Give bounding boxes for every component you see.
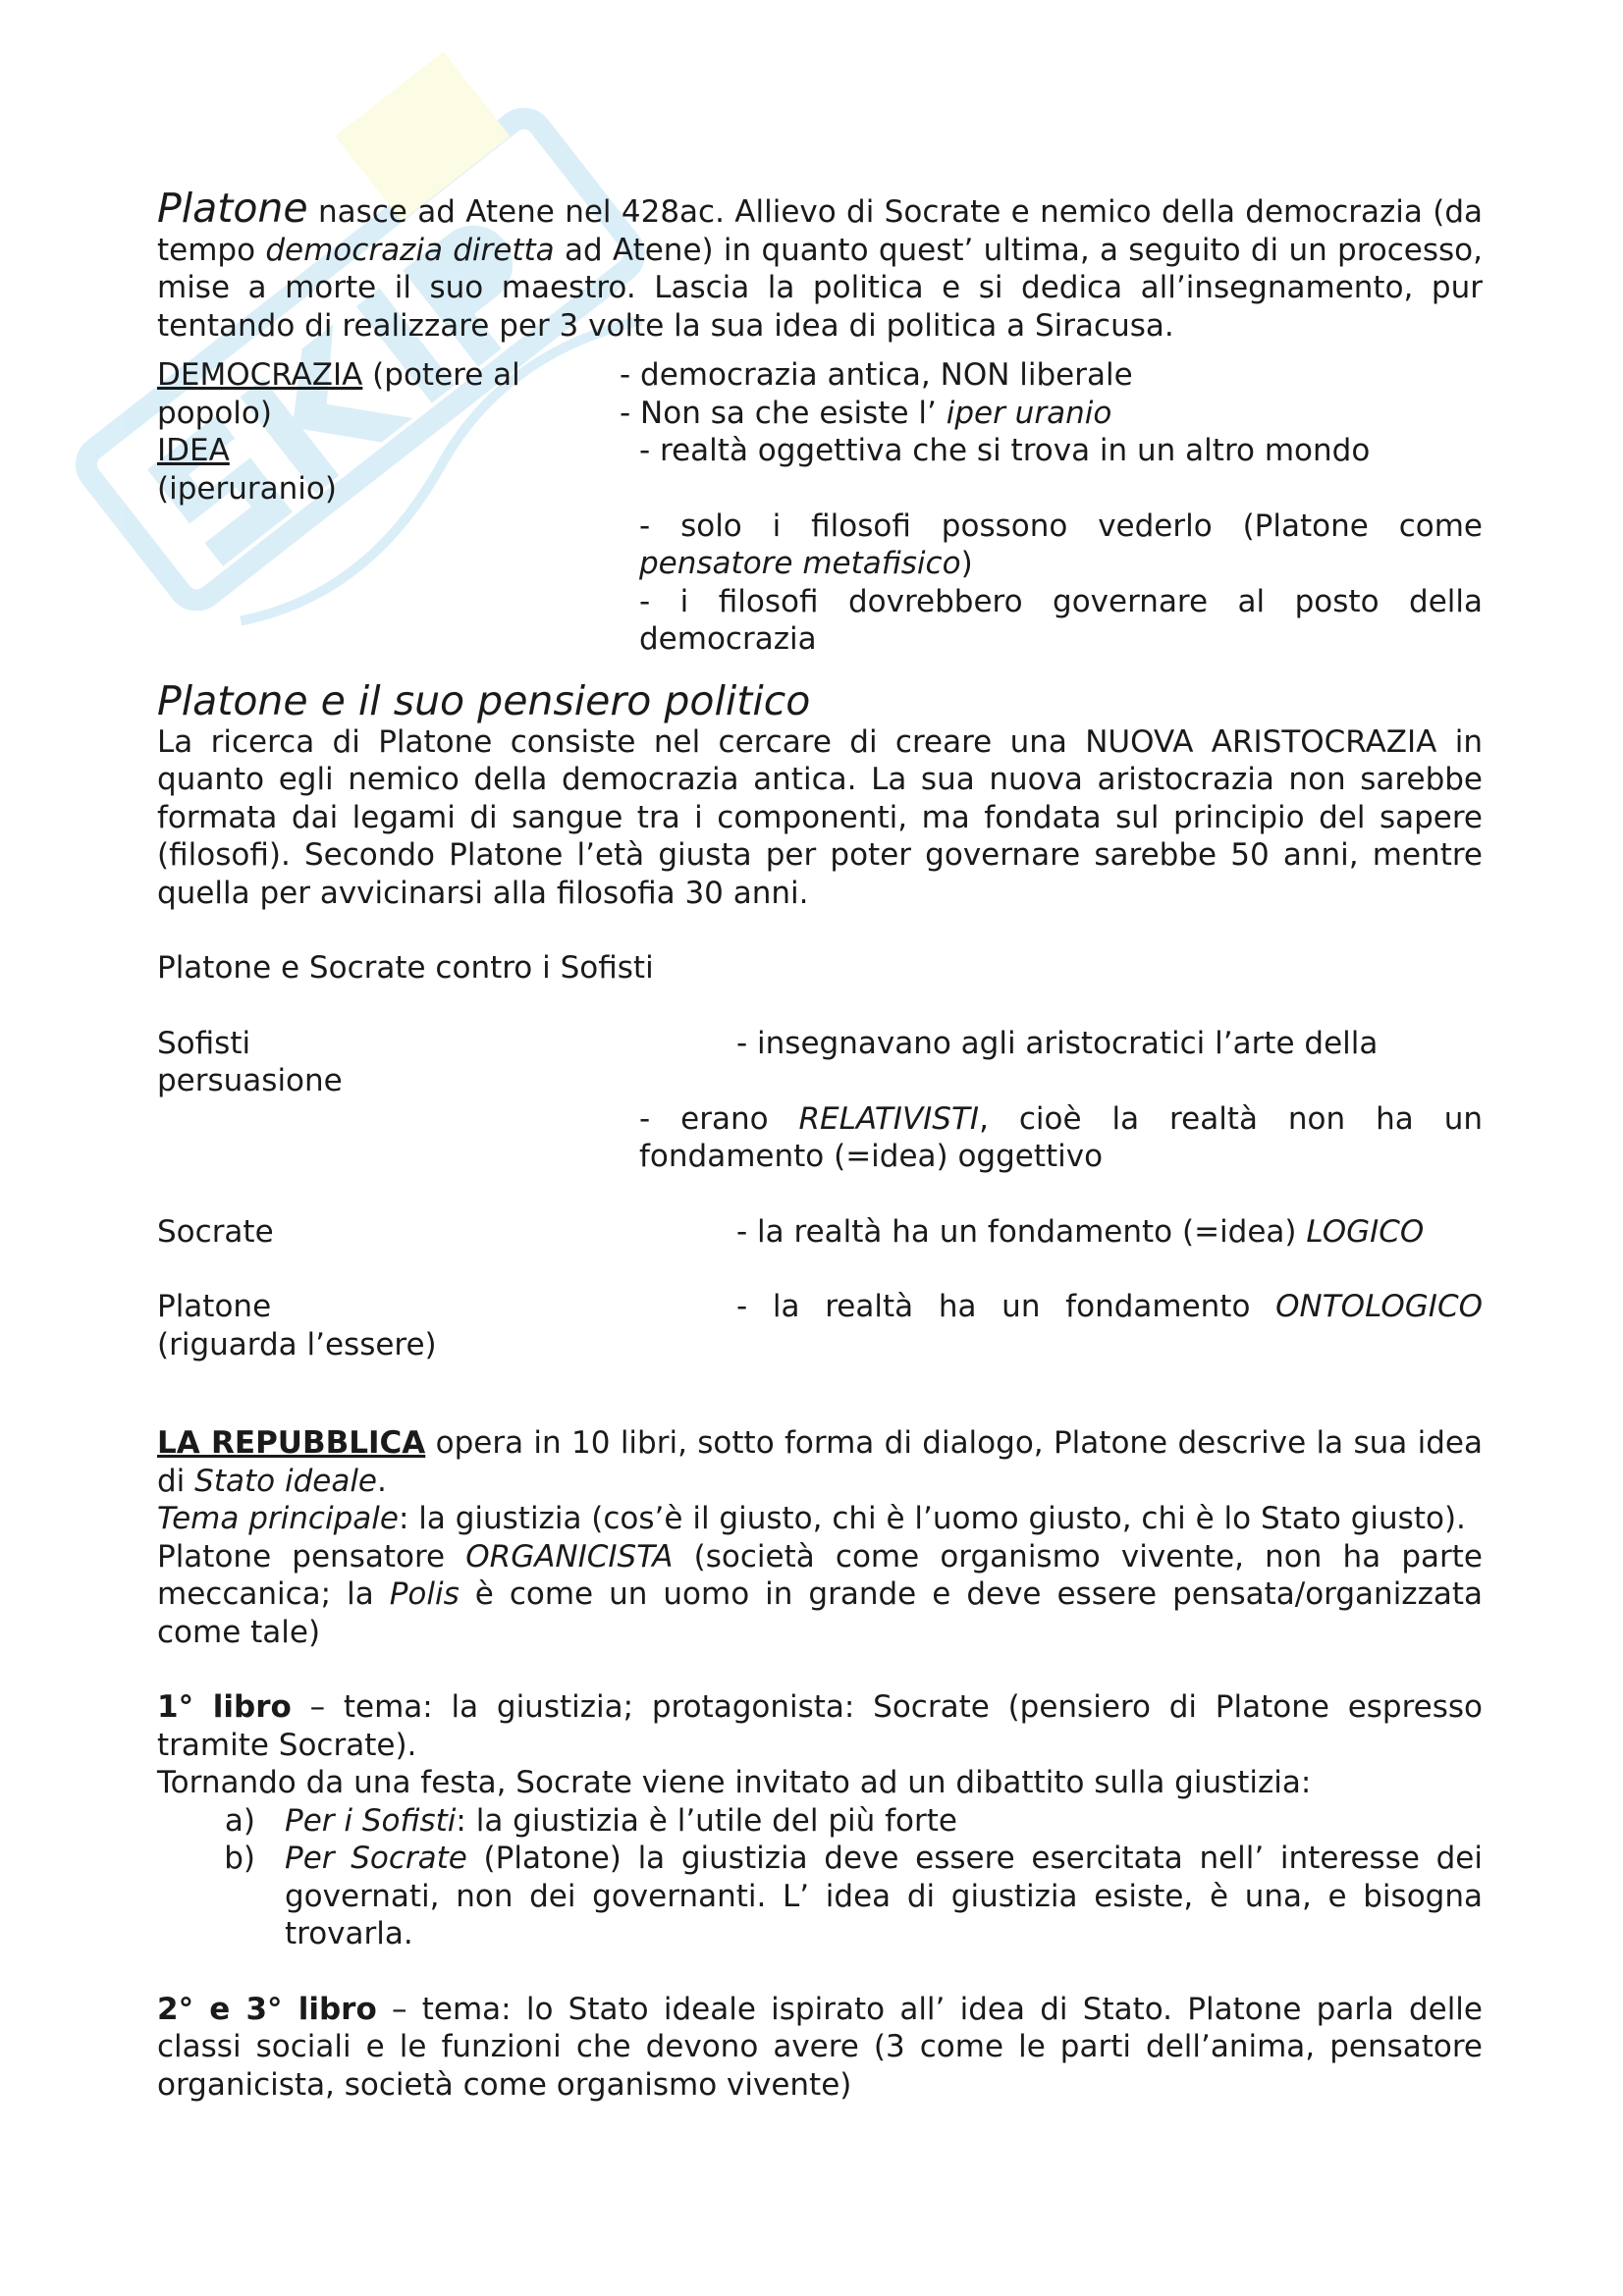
politica-paragraph: La ricerca di Platone consiste nel cercare di creare una NUOVA ARISTOCRAZIA in quanto egli nemico della democrazia antica. La sua nuova aristocrazia non sarebbe formata dai legami di sangue tra i componenti, ma fondata sul principio del sapere (filosofi). Secondo Platone l’età giusta per poter governare sarebbe 50 anni, mentre quella per avvicinarsi alla filosofia 30 anni. [157, 723, 1483, 911]
libro1-paragraph: 1° libro – tema: la giustizia; protagonista: Socrate (pensiero di Platone espresso tramite Socrate). [157, 1689, 1483, 1763]
repubblica-title: LA REPUBBLICA [157, 1425, 426, 1461]
libro23-paragraph: 2° e 3° libro – tema: lo Stato ideale ispirato all’ idea di Stato. Platone parla delle classi sociali e le funzioni che devono avere (3 come le parti dell’anima, pensatore organicista, società come organismo vivente) [157, 1991, 1483, 2103]
list-item: - Non sa che esiste l’ iper uranio [620, 395, 1112, 431]
list-item: - democrazia antica, NON liberale [620, 357, 1133, 393]
sofisti-row: Sofisti - insegnavano agli aristocratici l’arte della [157, 1025, 1379, 1061]
democrazia-label: DEMOCRAZIA [157, 357, 363, 393]
list-item: a) Per i Sofisti: la giustizia è l’utile del più forte [224, 1802, 957, 1839]
section-heading: Platone e il suo pensiero politico [157, 676, 811, 724]
repubblica-paragraph: LA REPUBBLICA opera in 10 libri, sotto forma di dialogo, Platone descrive la sua idea di Stato ideale. [157, 1425, 1483, 1499]
intro-title: Platone [157, 185, 308, 232]
intro-paragraph: Platone nasce ad Atene nel 428ac. Allievo di Socrate e nemico della democrazia (da tempo democrazia diretta ad Atene) in quanto quest’ ultima, a seguito di un processo, mise a morte il suo maestro. Lascia la politica e si dedica all’insegnamento, pur tentando di realizzare per 3 volte la sua idea di politica a Siracusa. [157, 185, 1483, 344]
sofisti-table: Sofisti - insegnavano agli aristocratici l’arte della persuasione - erano RELATIVISTI, cioè la realtà non ha un fondamento (=idea) oggettivo Socrate - la realtà ha un fondamento (=idea) LOGICO Platone (riguarda l’essere) - la realtà ha un fondamento ONTOLOGICO [157, 1025, 1483, 1362]
platone-row: Platone (riguarda l’essere) - la realtà ha un fondamento ONTOLOGICO [157, 1289, 1483, 1362]
list-item: - realtà oggettiva che si trova in un altro mondo [639, 433, 1371, 468]
idea-label: IDEA [157, 433, 230, 468]
list-item: - i filosofi dovrebbero governare al posto della democrazia [639, 583, 1483, 657]
democrazia-idea-table [157, 356, 1483, 659]
list-item: - erano RELATIVISTI, cioè la realtà non ha un fondamento (=idea) oggettivo [639, 1100, 1483, 1174]
sofisti-subheading: Platone e Socrate contro i Sofisti [157, 950, 654, 986]
list-item: b) Per Socrate (Platone) la giustizia deve essere esercitata nell’ interesse dei governati, non dei governanti. L’ idea di giustizia esiste, è una, e bisogna trovarla. [224, 1841, 1483, 1951]
list-item: - solo i filosofi possono vederlo (Platone come pensatore metafisico) [639, 507, 1483, 581]
libro23-label: 2° e 3° libro [157, 1991, 377, 2027]
democrazia-row: DEMOCRAZIA (potere al popolo) - democrazia antica, NON liberale - Non sa che esiste l’ iper uranio [157, 356, 1483, 432]
document-page: Platone nasce ad Atene nel 428ac. Allievo di Socrate e nemico della democrazia (da tempo democrazia diretta ad Atene) in quanto quest’ ultima, a seguito di un processo, mise a morte il suo maestro. Lascia la politica e si dedica all’insegnamento, pur tentando di realizzare per 3 volte la sua idea di politica a Siracusa. DEMOCRAZIA (potere al popolo) - democrazia antica, NON liberale - Non sa che esiste l’ iper uranio IDEA (iperuranio) - realtà oggettiva che si trova in un altro mondo - solo i filosofi possono vederlo (Platone come pensatore metafisico) - i filosofi dovrebbero governare al posto della democrazia Platone e il suo pensiero politico La ricerca di Platone consiste nel cercare di creare una NUOVA ARISTOCRAZIA in quanto egli nemico della democrazia antica. La sua nuova aristocrazia non sarebbe formata dai legami di sangue tra i componenti, ma fondata sul principio del sapere (filosofi). Secondo Platone l’età giusta per poter governare sarebbe 50 anni, mentre quella per avvicinarsi alla filosofia 30 anni. Platone e Socrate contro i Sofisti Sofisti - insegnavano agli aristocratici l’arte della persuasione - erano RELATIVISTI, cioè la realtà non ha un fondamento (=idea) oggettivo Socrate - la realtà ha un fondamento (=idea) LOGICO Platone (riguarda l’essere) - la realtà ha un fondamento ONTOLOGICO LA REPUBBLICA opera in 10 libri, sotto forma di dialogo, Platone descrive la sua idea di Stato ideale. Tema principale: la giustizia (cos’è il giusto, chi è l’uomo giusto, chi è lo Stato giusto). Platone pensatore ORGANICISTA (società come organismo vivente, non ha parte meccanica; la Polis è come un uomo in grande e deve essere pensata/organizzata come tale) 1° libro – tema: la giustizia; protagonista: Socrate (pensiero di Platone espresso tramite Socrate). Tornando da una festa, Socrate viene invitato ad un dibattito sulla giustizia: a) Per i Sofisti: la giustizia è l’utile del più forte b) Per Socrate (Platone) la giustizia deve essere esercitata nell’ interesse dei governati, non dei governanti. L’ idea di giustizia esiste, è una, e bisogna trovarla. 2° e 3° libro – tema: lo Stato ideale ispirato all’ idea di Stato. Platone parla delle classi sociali e le funzioni che devono avere (3 come le parti dell’anima, pensatore organicista, società come organismo vivente) [157, 185, 1483, 2103]
libro1-label: 1° libro [157, 1689, 292, 1725]
socrate-row: Socrate - la realtà ha un fondamento (=idea) LOGICO [157, 1213, 1425, 1250]
libro1-list [157, 1802, 1483, 1953]
idea-row: IDEA (iperuranio) - realtà oggettiva che si trova in un altro mondo - solo i filosofi possono vederlo (Platone come pensatore metafisico) - i filosofi dovrebbero governare al posto della democrazia [157, 433, 1483, 657]
